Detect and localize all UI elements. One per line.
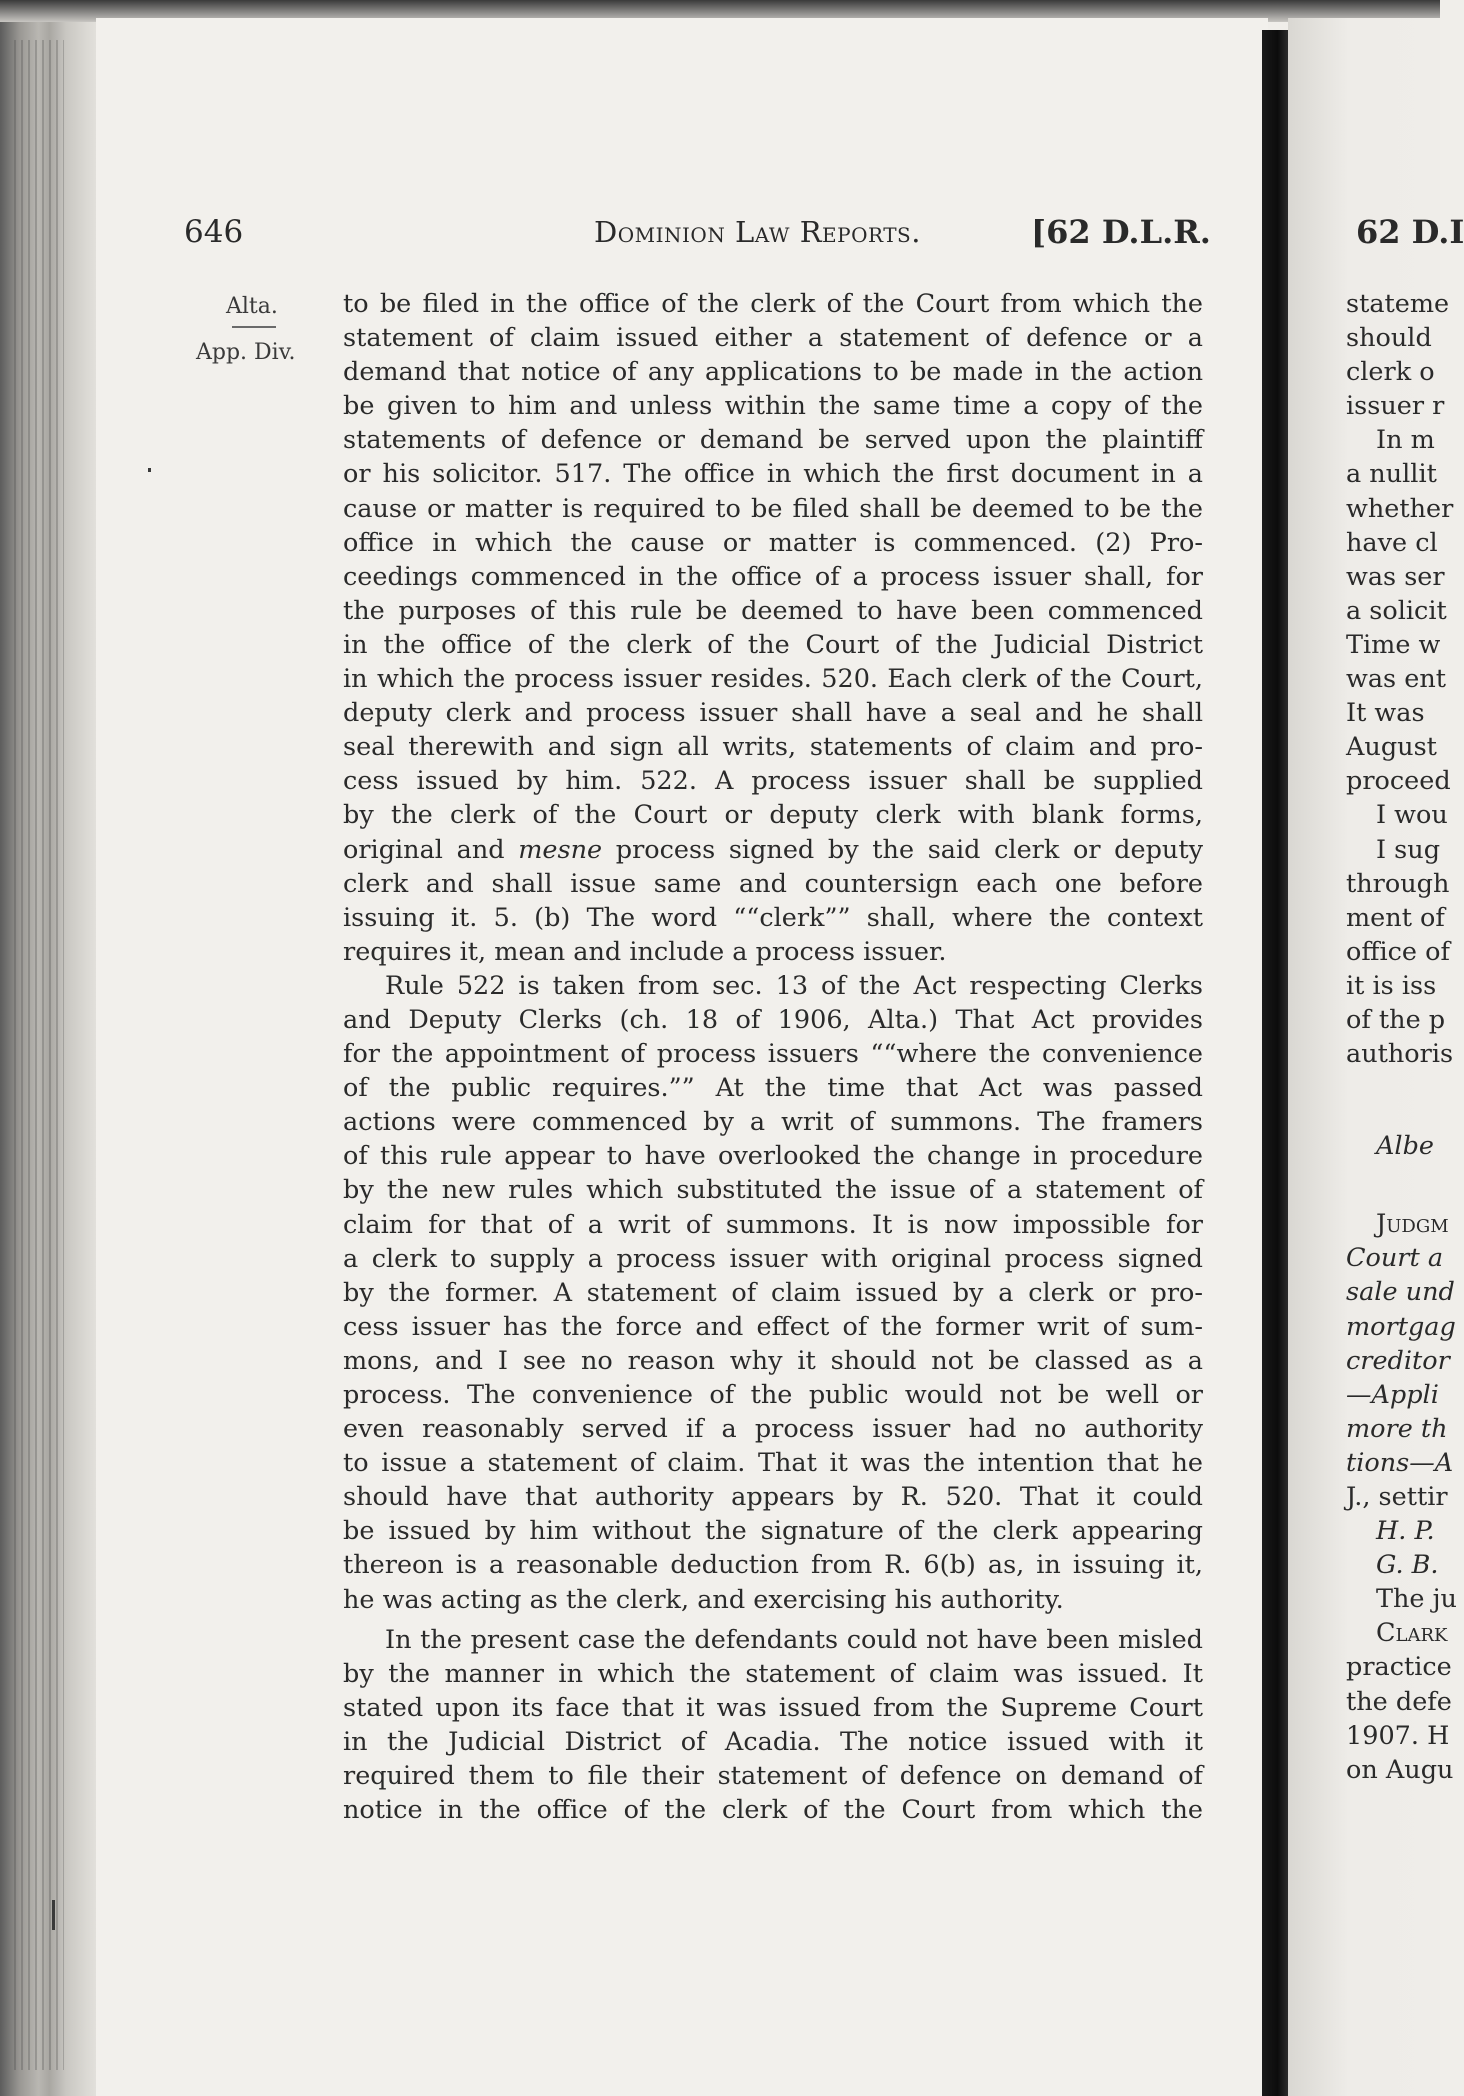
margin-divider: [232, 326, 276, 328]
page-number: 646: [184, 214, 244, 250]
page-edge-lines: [14, 40, 64, 2070]
right-page-line: should: [1346, 323, 1432, 354]
body-line: for the appointment of process issuers ““where the convenience: [343, 1039, 1203, 1070]
right-page-line: Clark: [1376, 1618, 1448, 1649]
right-page-line: ment of: [1346, 902, 1445, 933]
body-line: issuing it. 5. (b) The word ““clerk”” shall, where the context: [343, 902, 1203, 933]
right-page-line: creditor: [1346, 1345, 1450, 1376]
right-page-line: Court a: [1346, 1243, 1444, 1274]
body-line: mons, and I see no reason why it should not be classed as a: [343, 1345, 1203, 1376]
right-page-line: It was: [1346, 698, 1425, 729]
body-line: ceedings commenced in the office of a process issuer shall, for: [343, 561, 1203, 592]
body-line: be issued by him without the signature of the clerk appearing: [343, 1516, 1203, 1547]
right-page-line: a nullit: [1346, 459, 1437, 490]
body-line: requires it, mean and include a process issuer.: [343, 936, 947, 967]
right-page-line: 1907. H: [1346, 1720, 1450, 1751]
body-line: stated upon its face that it was issued from the Supreme Court: [343, 1692, 1203, 1723]
right-page-line: through: [1346, 868, 1450, 899]
right-page-line: In m: [1376, 425, 1435, 456]
body-line: of this rule appear to have overlooked the change in procedure: [343, 1141, 1203, 1172]
right-page-line: clerk o: [1346, 357, 1435, 388]
body-line: demand that notice of any applications to be made in the action: [343, 357, 1203, 388]
scan-speck: [52, 1900, 55, 1930]
body-line: to issue a statement of claim. That it was the intention that he: [343, 1448, 1203, 1479]
body-line: by the manner in which the statement of claim was issued. It: [343, 1658, 1203, 1689]
body-line: Rule 522 is taken from sec. 13 of the Act respecting Clerks: [385, 970, 1203, 1001]
right-page-line: J., settir: [1346, 1482, 1448, 1512]
body-line: of the public requires.”” At the time that Act was passed: [343, 1073, 1203, 1104]
body-line: by the new rules which substituted the issue of a statement of: [343, 1175, 1203, 1206]
right-page-line: I wou: [1376, 800, 1448, 831]
right-page-line: H. P.: [1376, 1516, 1435, 1547]
right-page-line: office of: [1346, 936, 1450, 967]
body-line: should have that authority appears by R. 520. That it could: [343, 1482, 1203, 1513]
text-run: process signed by the said clerk or deputy: [602, 834, 1203, 865]
body-line: cess issued by him. 522. A process issuer shall be supplied: [343, 766, 1203, 797]
running-title: Dominion Law Reports.: [594, 215, 921, 249]
right-page-line: August: [1346, 732, 1437, 763]
body-line: in which the process issuer resides. 520. Each clerk of the Court,: [343, 664, 1203, 695]
scan-speck: [148, 468, 151, 472]
right-page-line: tions—A: [1346, 1447, 1454, 1478]
right-page-line: G. B.: [1376, 1550, 1439, 1581]
body-line: or his solicitor. 517. The office in which the first document in a: [343, 459, 1203, 490]
body-line: cause or matter is required to be filed shall be deemed to be the: [343, 493, 1203, 524]
right-page-line: stateme: [1346, 289, 1450, 319]
right-page-line: was ser: [1346, 561, 1445, 592]
right-page-line: practice: [1346, 1652, 1452, 1683]
body-line: be given to him and unless within the same time a copy of the: [343, 391, 1203, 422]
body-line: cess issuer has the force and effect of the former writ of sum-: [343, 1311, 1203, 1342]
right-page-line: mortgag: [1346, 1311, 1456, 1342]
body-line: thereon is a reasonable deduction from R. 6(b) as, in issuing it,: [343, 1550, 1203, 1581]
right-page-line: Albe: [1376, 1131, 1434, 1162]
right-page-line: sale und: [1346, 1277, 1455, 1308]
text-run: original and: [343, 834, 519, 865]
right-page-line: authoris: [1346, 1039, 1454, 1070]
body-line: by the former. A statement of claim issued by a clerk or pro-: [343, 1277, 1203, 1308]
body-line: in the Judicial District of Acadia. The notice issued with it: [343, 1726, 1203, 1757]
body-line: notice in the office of the clerk of the Court from which the: [343, 1795, 1203, 1826]
right-page-line: more th: [1346, 1413, 1448, 1444]
body-line: statements of defence or demand be served upon the plaintiff: [343, 425, 1203, 456]
body-line: in the office of the clerk of the Court of the Judicial District: [343, 629, 1203, 660]
right-page-line: was ent: [1346, 664, 1446, 695]
body-text: [343, 287, 1203, 1827]
body-line: clerk and shall issue same and countersign each one before: [343, 868, 1203, 899]
body-line: In the present case the defendants could not have been misled: [385, 1624, 1203, 1655]
margin-note-province: Alta.: [226, 294, 278, 319]
book-gutter: [1262, 30, 1288, 2096]
body-line: [343, 833, 1203, 867]
right-page-line: on Augu: [1346, 1754, 1454, 1785]
body-line: a clerk to supply a process issuer with original process signed: [343, 1243, 1203, 1274]
right-page-line: Judgm: [1376, 1209, 1449, 1240]
body-line: even reasonably served if a process issuer had no authority: [343, 1414, 1203, 1445]
body-line: the purposes of this rule be deemed to have been commenced: [343, 595, 1203, 626]
body-line: statement of claim issued either a statement of defence or a: [343, 323, 1203, 354]
right-page-line: issuer r: [1346, 391, 1445, 422]
body-line: claim for that of a writ of summons. It is now impossible for: [343, 1209, 1203, 1240]
right-page-line: it is iss: [1346, 970, 1437, 1001]
right-page-line: the defe: [1346, 1686, 1452, 1717]
right-page-header: 62 D.I: [1356, 213, 1464, 251]
body-line: required them to file their statement of defence on demand of: [343, 1761, 1203, 1792]
body-line: he was acting as the clerk, and exercising his authority.: [343, 1584, 1064, 1615]
body-line: and Deputy Clerks (ch. 18 of 1906, Alta.) That Act provides: [343, 1004, 1203, 1035]
body-line: actions were commenced by a writ of summons. The framers: [343, 1107, 1203, 1138]
right-page-line: I sug: [1376, 834, 1441, 865]
body-line: deputy clerk and process issuer shall have a seal and he shall: [343, 698, 1203, 729]
right-page-line: —Appli: [1346, 1379, 1439, 1410]
body-line: by the clerk of the Court or deputy clerk with blank forms,: [343, 800, 1203, 831]
margin-note-court: App. Div.: [196, 340, 296, 365]
body-line: to be filed in the office of the clerk of the Court from which the: [343, 289, 1203, 319]
right-page-line: The ju: [1376, 1584, 1457, 1615]
right-page-line: Time w: [1346, 629, 1441, 660]
right-page-line: have cl: [1346, 527, 1438, 558]
right-page-line: whether: [1346, 493, 1454, 524]
right-page-line: proceed: [1346, 766, 1451, 797]
right-page-line: a solicit: [1346, 595, 1447, 626]
right-page-text: [1346, 287, 1457, 1787]
body-line: process. The convenience of the public would not be well or: [343, 1380, 1203, 1410]
right-page-line: of the p: [1346, 1004, 1446, 1035]
body-line: office in which the cause or matter is commenced. (2) Pro-: [343, 527, 1203, 558]
italic-term: mesne: [518, 834, 603, 865]
volume-reference: [62 D.L.R.: [1031, 213, 1211, 251]
body-line: seal therewith and sign all writs, statements of claim and pro-: [343, 732, 1203, 763]
